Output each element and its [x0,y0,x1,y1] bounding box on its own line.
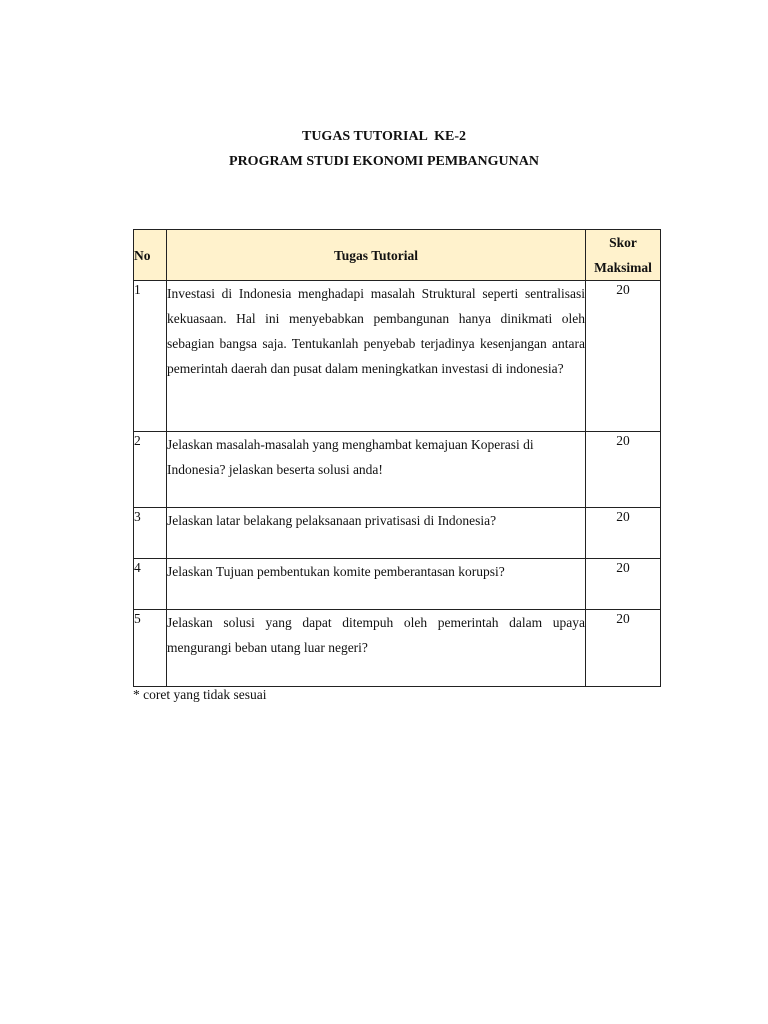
row-number: 2 [134,432,167,508]
column-header-no: No [134,230,167,281]
column-header-score-line1: Skor [609,235,637,250]
task-text: Investasi di Indonesia menghadapi masalah Struktural seperti sentralisasi kekuasaan. Hal ini menyebabkan pembangunan hanya dinikmati oleh sebagian bangsa saja. Tentukanlah penyebab terjadinya kesenjangan antara pemerintah daerah dan pusat dalam meningkatkan investasi di indonesia? [167,281,586,432]
max-score: 20 [586,559,661,610]
row-number: 5 [134,610,167,687]
table-row [134,281,661,432]
task-text: Jelaskan Tujuan pembentukan komite pemberantasan korupsi? [167,559,586,610]
document-title: TUGAS TUTORIAL KE-2 [301,129,467,144]
column-header-score [586,230,661,281]
task-text: Jelaskan masalah-masalah yang menghambat kemajuan Koperasi di Indonesia? jelaskan beserta solusi anda! [167,432,586,508]
table-row [134,508,661,559]
table-row [134,610,661,687]
table-row [134,432,661,508]
table-header-row [134,230,661,281]
max-score: 20 [586,281,661,432]
task-text: Jelaskan solusi yang dapat ditempuh oleh pemerintah dalam upaya mengurangi beban utang luar negeri? [167,610,586,687]
max-score: 20 [586,508,661,559]
max-score: 20 [586,432,661,508]
program-title: PROGRAM STUDI EKONOMI PEMBANGUNAN [229,154,539,169]
row-number: 4 [134,559,167,610]
column-header-task: Tugas Tutorial [167,230,586,281]
column-header-score-line2: Maksimal [594,260,652,275]
max-score: 20 [586,610,661,687]
tutorial-task-table [133,229,661,687]
row-number: 3 [134,508,167,559]
table-row [134,559,661,610]
footnote: * coret yang tidak sesuai [133,687,267,702]
row-number: 1 [134,281,167,432]
task-text: Jelaskan latar belakang pelaksanaan privatisasi di Indonesia? [167,508,586,559]
